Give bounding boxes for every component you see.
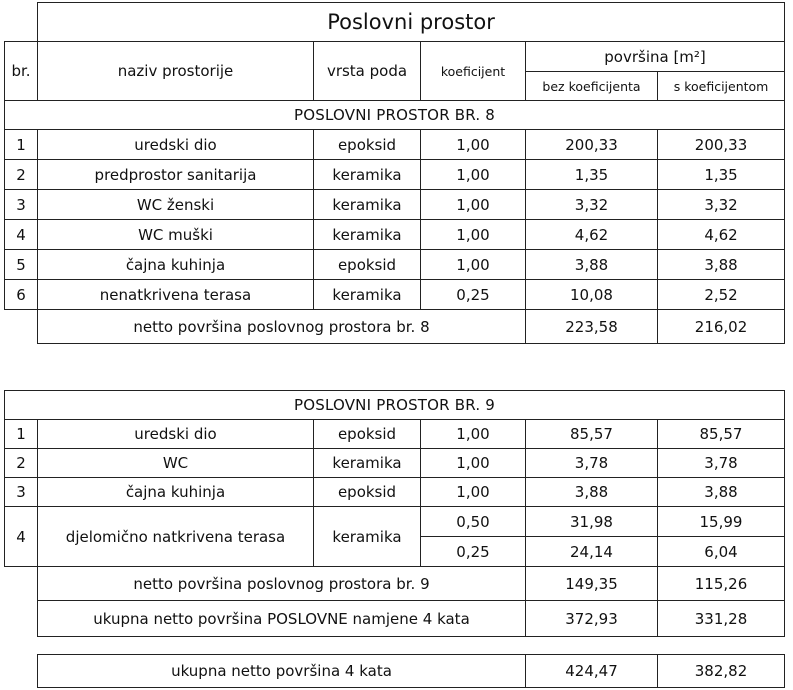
section-title-9: POSLOVNI PROSTOR BR. 9 (5, 391, 785, 420)
total-bez-9: 149,35 (526, 567, 658, 601)
cell-koef: 1,00 (421, 250, 526, 280)
cell-s: 1,35 (658, 160, 785, 190)
cell-br: 3 (5, 478, 38, 507)
cell-naziv: uredski dio (38, 130, 314, 160)
cell-br: 6 (5, 280, 38, 310)
total-s-8: 216,02 (658, 310, 785, 344)
cell-koef: 0,25 (421, 280, 526, 310)
cell-br: 4 (5, 507, 38, 567)
table-row (5, 250, 785, 280)
total-label-8: netto površina poslovnog prostora br. 8 (38, 310, 526, 344)
cell-koef: 1,00 (421, 478, 526, 507)
header-vrsta: vrsta poda (314, 42, 421, 101)
cell-bez: 10,08 (526, 280, 658, 310)
cell-s: 3,88 (658, 250, 785, 280)
grand-total-bez: 424,47 (526, 655, 658, 688)
cell-vrsta: keramika (314, 507, 421, 567)
ukupno-poslovne-s: 331,28 (658, 601, 785, 637)
header-naziv: naziv prostorije (38, 42, 314, 101)
cell-vrsta: keramika (314, 160, 421, 190)
cell-vrsta: epoksid (314, 478, 421, 507)
cell-br: 1 (5, 420, 38, 449)
cell-naziv: WC (38, 449, 314, 478)
cell-koef: 1,00 (421, 420, 526, 449)
cell-naziv: WC muški (38, 220, 314, 250)
ukupno-poslovne-bez: 372,93 (526, 601, 658, 637)
cell-s: 3,32 (658, 190, 785, 220)
cell-koef: 1,00 (421, 160, 526, 190)
cell-naziv: predprostor sanitarija (38, 160, 314, 190)
cell-bez: 1,35 (526, 160, 658, 190)
cell-vrsta: keramika (314, 220, 421, 250)
table-poslovni-prostor-9 (4, 390, 785, 637)
cell-vrsta: epoksid (314, 130, 421, 160)
page-title: Poslovni prostor (38, 3, 785, 42)
cell-naziv: čajna kuhinja (38, 250, 314, 280)
cell-br: 2 (5, 160, 38, 190)
cell-koef: 1,00 (421, 449, 526, 478)
table-row (5, 220, 785, 250)
table-row (5, 160, 785, 190)
cell-vrsta: epoksid (314, 420, 421, 449)
cell-s: 4,62 (658, 220, 785, 250)
cell-vrsta: keramika (314, 280, 421, 310)
total-bez-8: 223,58 (526, 310, 658, 344)
total-s-9: 115,26 (658, 567, 785, 601)
cell-koef: 0,50 (421, 507, 526, 537)
cell-vrsta: epoksid (314, 250, 421, 280)
ukupno-poslovne-row (5, 601, 785, 637)
cell-bez: 3,78 (526, 449, 658, 478)
blank-cell (5, 567, 38, 601)
blank-cell (5, 601, 38, 637)
cell-s: 3,78 (658, 449, 785, 478)
cell-koef: 1,00 (421, 130, 526, 160)
table-poslovni-prostor-8 (4, 2, 785, 344)
cell-br: 1 (5, 130, 38, 160)
section-title-8: POSLOVNI PROSTOR BR. 8 (5, 101, 785, 130)
cell-s: 6,04 (658, 537, 785, 567)
cell-br: 4 (5, 220, 38, 250)
total-label-9: netto površina poslovnog prostora br. 9 (38, 567, 526, 601)
cell-vrsta: keramika (314, 190, 421, 220)
grand-total-s: 382,82 (658, 655, 785, 688)
total-row-9 (5, 567, 785, 601)
cell-bez: 200,33 (526, 130, 658, 160)
cell-vrsta: keramika (314, 449, 421, 478)
blank-cell (5, 310, 38, 344)
table-grand-total (37, 654, 785, 688)
grand-total-label: ukupna netto površina 4 kata (38, 655, 526, 688)
table-row (5, 449, 785, 478)
cell-bez: 85,57 (526, 420, 658, 449)
cell-bez: 4,62 (526, 220, 658, 250)
header-povrsina: površina [m²] (526, 42, 785, 72)
cell-naziv: čajna kuhinja (38, 478, 314, 507)
cell-br: 5 (5, 250, 38, 280)
table-row (5, 478, 785, 507)
header-bez-koef: bez koeficijenta (526, 72, 658, 101)
header-br: br. (5, 42, 38, 101)
cell-bez: 3,88 (526, 250, 658, 280)
table-row (5, 280, 785, 310)
cell-br: 2 (5, 449, 38, 478)
header-koef: koeficijent (421, 42, 526, 101)
cell-naziv: WC ženski (38, 190, 314, 220)
total-row-8 (5, 310, 785, 344)
blank-corner (5, 3, 38, 42)
ukupno-poslovne-label: ukupna netto površina POSLOVNE namjene 4 kata (38, 601, 526, 637)
grand-total-row (38, 655, 785, 688)
cell-bez: 3,88 (526, 478, 658, 507)
cell-s: 2,52 (658, 280, 785, 310)
cell-s: 85,57 (658, 420, 785, 449)
table-row (5, 420, 785, 449)
cell-br: 3 (5, 190, 38, 220)
cell-koef: 0,25 (421, 537, 526, 567)
cell-koef: 1,00 (421, 190, 526, 220)
cell-s: 3,88 (658, 478, 785, 507)
cell-naziv: djelomično natkrivena terasa (38, 507, 314, 567)
cell-s: 15,99 (658, 507, 785, 537)
cell-bez: 24,14 (526, 537, 658, 567)
table-row (5, 507, 785, 537)
cell-naziv: nenatkrivena terasa (38, 280, 314, 310)
cell-bez: 3,32 (526, 190, 658, 220)
cell-koef: 1,00 (421, 220, 526, 250)
cell-s: 200,33 (658, 130, 785, 160)
table-row (5, 190, 785, 220)
cell-bez: 31,98 (526, 507, 658, 537)
cell-naziv: uredski dio (38, 420, 314, 449)
header-s-koef: s koeficijentom (658, 72, 785, 101)
table-row (5, 130, 785, 160)
